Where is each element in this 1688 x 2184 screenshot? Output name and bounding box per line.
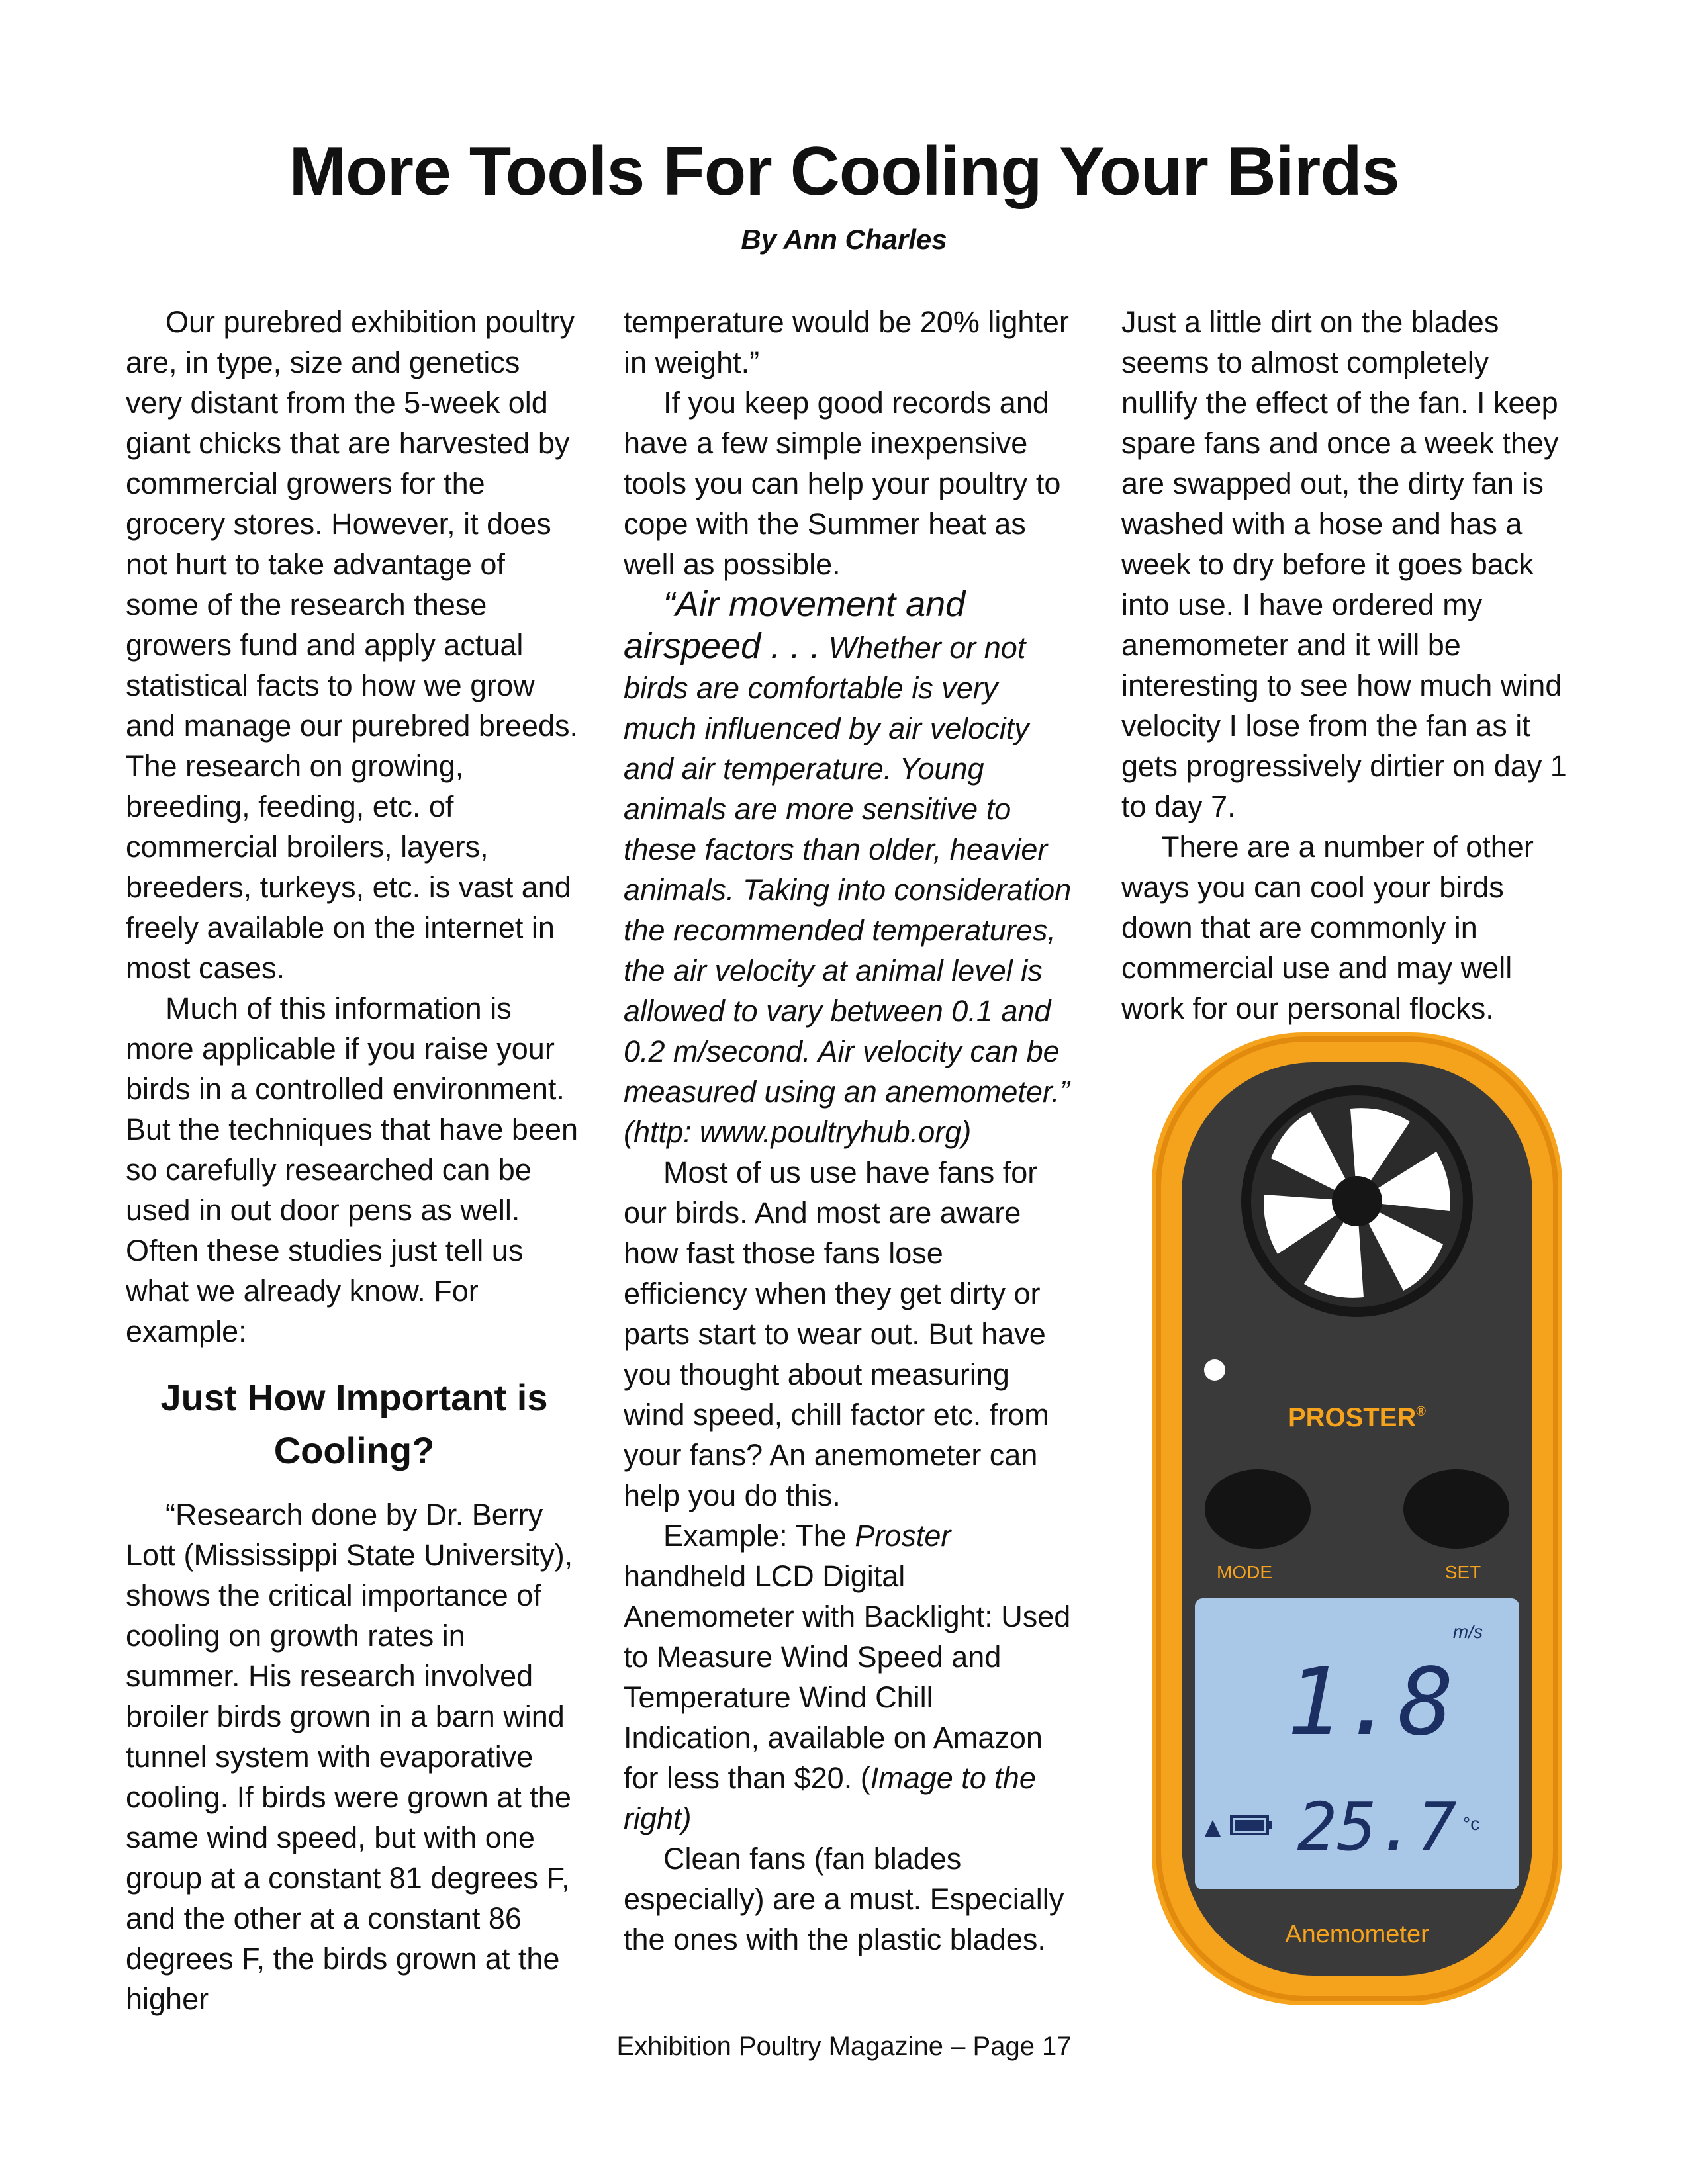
quote-lead: “Air movement and airspeed . . . (624, 584, 966, 666)
paragraph: If you keep good records and have a few simple inexpensive tools you can help your poultry to cope with the Summer heat as well as possible. (624, 386, 1061, 581)
image-reference: Image to the right) (624, 1761, 1036, 1835)
device-name: Anemometer (1285, 1921, 1429, 1948)
page-footer: Exhibition Poultry Magazine – Page 17 (616, 2032, 1072, 2061)
text-run: handheld LCD Digital Anemometer with Backlight: Used to Measure Wind Speed and Temperature Wind Chill Indication, available on Amazon for less than $20. ( (624, 1559, 1071, 1795)
temperature-readout: 25.7 (1297, 1788, 1457, 1866)
speed-unit: m/s (1452, 1621, 1483, 1642)
block-quote (624, 584, 1074, 1152)
fan-icon (1241, 1085, 1473, 1317)
section-heading: Just How Important is Cooling? (160, 1377, 548, 1471)
brand-name: Proster (855, 1519, 951, 1553)
quote-body: Whether or not birds are comfortable is very much influenced by air velocity and air temperature. Young animals are more sensitive to these factors than older, heavier animals. Taking into consideration the recommended temperatures, the air velocity at animal level is allowed to vary between 0.1 and 0.2 m/second. Air velocity can be measured using an anemometer.” (http: www.poultryhub.org) (624, 631, 1072, 1149)
paragraph: Most of us use have fans for our birds. And most are aware how fast those fans lose efficiency when they get dirty or parts start to wear out. But have you thought about measuring wind speed, chill factor etc. from your fans? An anemometer can help you do this. (624, 1156, 1049, 1512)
set-button (1403, 1469, 1509, 1549)
column-1 (126, 302, 583, 2019)
paragraph: “Research done by Dr. Berry Lott (Mississippi State University), shows the critical importance of cooling on growth rates in summer. His research involved broiler birds grown in a barn wind tunnel system with evaporative cooling. If birds were grown at the same wind speed, but with one group at a constant 81 degrees F, and the other at a constant 86 degrees F, the birds grown at the higher (126, 1498, 573, 2016)
paragraph: There are a number of other ways you can cool your birds down that are commonly in commercial use and may well work for our personal flocks. (1121, 830, 1534, 1025)
light-sensor (1204, 1359, 1225, 1381)
article-title: More Tools For Cooling Your Birds (289, 133, 1399, 210)
anemometer-photo (1152, 1032, 1562, 2005)
byline: By Ann Charles (741, 224, 947, 255)
paragraph (624, 1516, 1074, 1839)
mode-button (1205, 1469, 1311, 1549)
paragraph: Much of this information is more applicable if you raise your birds in a controlled environment. But the techniques that have been so carefully researched can be used in out door pens as well. Often these studies just tell us what we already know. For example: (126, 991, 579, 1348)
paragraph: temperature would be 20% lighter in weight.” (624, 305, 1069, 379)
brand-logo: PROSTER® (1288, 1403, 1427, 1432)
mode-label: MODE (1217, 1562, 1272, 1582)
paragraph: Our purebred exhibition poultry are, in type, size and genetics very distant from the 5-week old giant chicks that are harvested by commercial growers for the grocery stores. However, it does not hurt to take advantage of some of the research these growers fund and apply actual statistical facts to how we grow and manage our purebred breeds. The research on growing, breeding, feeding, etc. of commercial broilers, layers, breeders, turkeys, etc. is vast and freely available on the internet in most cases. (126, 305, 578, 985)
temperature-unit: °c (1463, 1813, 1480, 1834)
column-3 (1121, 302, 1571, 1028)
speed-readout: 1.8 (1286, 1649, 1454, 1756)
text-run: Example: The (663, 1519, 847, 1553)
column-2 (624, 302, 1074, 1960)
paragraph: Clean fans (fan blades especially) are a must. Especially the ones with the plastic blades. (624, 1842, 1064, 1956)
paragraph: Just a little dirt on the blades seems to almost completely nullify the effect of the fan. I keep spare fans and once a week they are swapped out, the dirty fan is washed with a hose and has a week to dry before it goes back into use. I have ordered my anemometer and it will be interesting to see how much wind velocity I lose from the fan as it gets progressively dirtier on day 1 to day 7. (1121, 305, 1567, 823)
set-label: SET (1444, 1562, 1481, 1582)
